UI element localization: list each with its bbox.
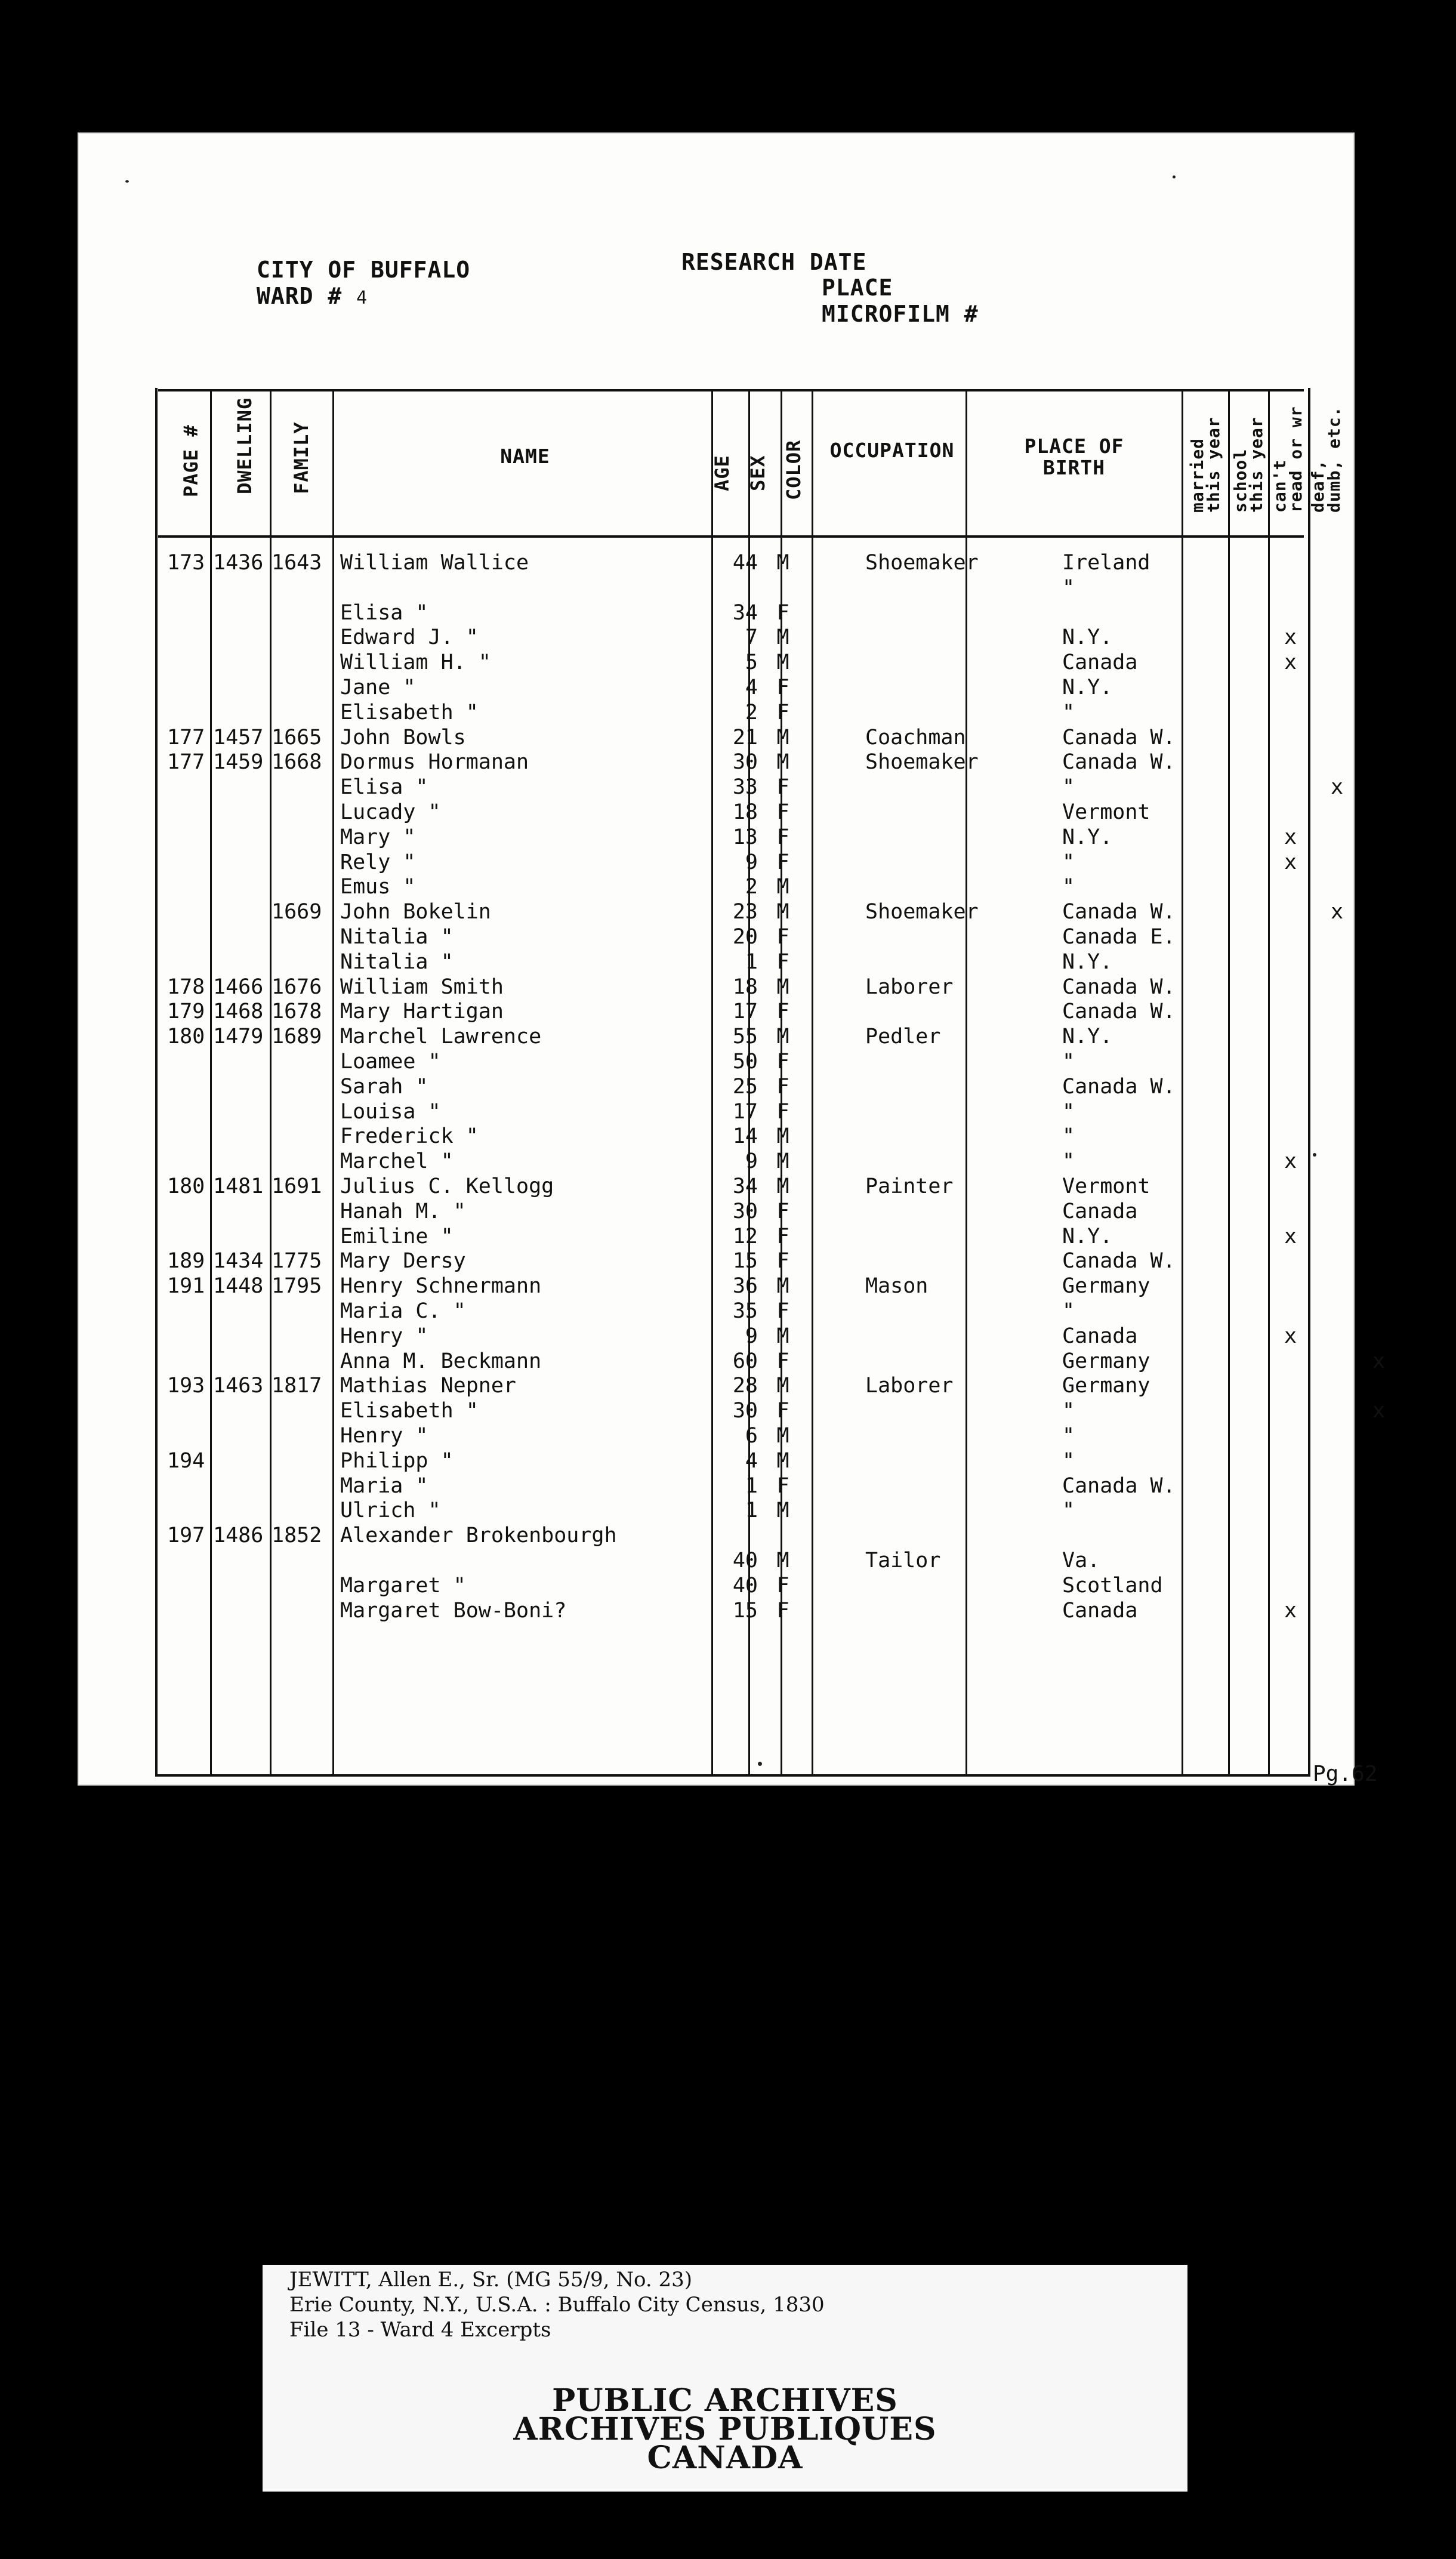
row-age: 21 — [732, 725, 758, 750]
row-sex: F — [776, 1573, 789, 1598]
row-age: 40 — [732, 1549, 758, 1573]
row-age: 23 — [732, 900, 758, 924]
row-occupation: Coachman — [865, 725, 966, 750]
row-name: Dormus Hormanan — [340, 750, 529, 775]
row-sex: F — [776, 800, 789, 824]
row-sex: M — [776, 975, 789, 999]
row-age: 2 — [745, 700, 758, 724]
row-family: 1678 — [272, 1000, 322, 1024]
row-birthplace: N.Y. — [1062, 825, 1113, 849]
row-name: Mary Dersy — [340, 1249, 466, 1274]
row-page: 180 — [167, 1174, 205, 1198]
row-name: Frederick " — [340, 1124, 479, 1149]
married-line-1: married — [1187, 437, 1207, 513]
row-age: 9 — [745, 1149, 758, 1174]
row-name: Henry " — [340, 1324, 428, 1348]
row-birthplace: " — [1062, 1050, 1075, 1074]
row-birthplace: " — [1062, 1448, 1075, 1473]
row-age: 40 — [732, 1573, 758, 1598]
row-name: Elisabeth " — [340, 1399, 479, 1423]
row-sex: M — [776, 750, 789, 775]
row-birthplace: Germany — [1062, 1349, 1150, 1373]
row-sex: M — [776, 900, 789, 924]
row-dwelling: 1466 — [213, 975, 264, 999]
row-age: 9 — [745, 1324, 758, 1348]
col-header-sex: SEX — [746, 455, 769, 491]
row-family: 1643 — [272, 551, 322, 575]
col-header-family: FAMILY — [290, 421, 313, 494]
col-header-page: PAGE # — [180, 424, 202, 497]
row-birthplace: " — [1062, 1299, 1075, 1323]
row-page: 178 — [167, 975, 205, 999]
paper-speck — [125, 180, 129, 183]
row-sex: F — [776, 1074, 789, 1099]
row-age: 1 — [745, 949, 758, 974]
card-line-1: JEWITT, Allen E., Sr. (MG 55/9, No. 23) — [289, 2268, 693, 2292]
row-name: Marchel Lawrence — [340, 1025, 542, 1049]
row-age: 13 — [732, 825, 758, 849]
row-sex: M — [776, 1025, 789, 1049]
row-page: 177 — [167, 750, 205, 775]
row-sex: F — [776, 1399, 789, 1423]
paper-speck — [1313, 1153, 1316, 1157]
row-sex: M — [776, 1499, 789, 1523]
place-block — [822, 275, 979, 327]
stamp-line-2: ARCHIVES PUBLIQUES — [513, 2411, 937, 2447]
col-divider — [1268, 389, 1270, 1777]
row-school-mark: x — [1284, 825, 1297, 849]
row-sex: F — [776, 1050, 789, 1074]
school-line-1: school — [1230, 448, 1250, 513]
row-sex: M — [776, 1324, 789, 1348]
row-sex: F — [776, 1349, 789, 1373]
row-family: 1817 — [272, 1374, 322, 1398]
research-block — [681, 249, 866, 275]
row-name: Mathias Nepner — [340, 1374, 517, 1398]
row-age: 35 — [732, 1299, 758, 1323]
row-name: Margaret Bow-Boni? — [340, 1598, 567, 1623]
deaf-line-2: dumb, etc. — [1324, 406, 1344, 513]
row-name: Mary " — [340, 825, 416, 849]
row-age: 28 — [732, 1374, 758, 1398]
row-birthplace: N.Y. — [1062, 1224, 1113, 1248]
row-age: 18 — [732, 800, 758, 824]
row-dwelling: 1463 — [213, 1374, 264, 1398]
row-family: 1669 — [272, 900, 322, 924]
row-birthplace: Canada — [1062, 650, 1138, 675]
row-name: Elisa " — [340, 600, 428, 625]
row-occupation: Mason — [865, 1274, 928, 1299]
row-sex: F — [776, 1099, 789, 1124]
row-birthplace: N.Y. — [1062, 676, 1113, 699]
row-age: 7 — [745, 625, 758, 650]
row-age: 30 — [732, 750, 758, 775]
col-header-married — [1189, 417, 1221, 513]
birth-line-1: PLACE OF — [1024, 434, 1124, 458]
col-divider — [210, 389, 212, 1777]
row-occupation: Shoemaker — [865, 900, 979, 924]
row-school-mark: x — [1284, 1598, 1297, 1623]
row-birthplace: " — [1062, 875, 1075, 899]
col-divider — [711, 389, 713, 1777]
row-sex: F — [776, 700, 789, 724]
row-age: 33 — [732, 775, 758, 800]
row-occupation: Laborer — [865, 1374, 954, 1398]
row-family: 1852 — [272, 1524, 322, 1548]
card-line-2: Erie County, N.Y., U.S.A. : Buffalo City Census, 1830 — [289, 2293, 825, 2317]
row-page: 173 — [167, 551, 205, 575]
row-birthplace: Canada W. — [1062, 1473, 1176, 1498]
row-name: Rely " — [340, 850, 416, 874]
row-name: William H. " — [340, 650, 491, 675]
row-birthplace: N.Y. — [1062, 1025, 1113, 1049]
city-label — [257, 257, 470, 312]
married-line-2: this year — [1204, 417, 1223, 513]
row-occupation: Laborer — [865, 975, 954, 999]
row-birthplace: Canada E. — [1062, 925, 1176, 949]
row-page: 194 — [167, 1448, 205, 1473]
row-age: 4 — [745, 676, 758, 699]
row-name: Lucady " — [340, 800, 441, 824]
research-date-label: RESEARCH DATE — [681, 249, 867, 275]
card-line-3: File 13 - Ward 4 Excerpts — [289, 2318, 551, 2342]
row-dwelling: 1481 — [213, 1174, 264, 1198]
row-name: Maria C. " — [340, 1299, 466, 1323]
row-sex: M — [776, 725, 789, 750]
col-header-school — [1232, 417, 1264, 513]
row-name: Elisa " — [340, 775, 428, 800]
row-name: Sarah " — [340, 1074, 428, 1099]
row-family: 1689 — [272, 1025, 322, 1049]
row-page: 193 — [167, 1374, 205, 1398]
row-name: Henry Schnermann — [340, 1274, 542, 1299]
row-family: 1668 — [272, 750, 322, 775]
row-occupation: Shoemaker — [865, 750, 979, 775]
row-deaf-mark: x — [1372, 1349, 1386, 1373]
census-sheet — [78, 132, 1386, 1786]
row-sex: M — [776, 1274, 789, 1299]
row-birthplace: " — [1062, 1149, 1075, 1174]
row-birthplace: Canada W. — [1062, 1000, 1176, 1024]
row-name: Nitalia " — [340, 949, 454, 974]
row-dwelling: 1436 — [213, 551, 264, 575]
row-sex: M — [776, 1174, 789, 1198]
row-age: 25 — [732, 1074, 758, 1099]
row-age: 18 — [732, 975, 758, 999]
col-header-deaf — [1308, 406, 1344, 513]
row-age: 60 — [732, 1349, 758, 1373]
row-birthplace: " — [1062, 700, 1075, 724]
row-birthplace: Scotland — [1062, 1573, 1163, 1598]
row-deaf-mark: x — [1372, 1399, 1386, 1423]
read-line-2: read or wr — [1286, 406, 1306, 513]
row-page: 191 — [167, 1274, 205, 1299]
row-birthplace: Canada — [1062, 1598, 1138, 1623]
row-age: 30 — [732, 1199, 758, 1223]
row-birthplace: " — [1062, 1499, 1075, 1523]
row-sex: F — [776, 1249, 789, 1274]
row-sex: F — [776, 1224, 789, 1248]
row-birthplace: Va. — [1062, 1549, 1100, 1573]
row-age: 44 — [732, 551, 758, 575]
row-sex: F — [776, 676, 789, 699]
row-birthplace: Vermont — [1062, 800, 1150, 824]
row-sex: M — [776, 625, 789, 650]
row-occupation: Painter — [865, 1174, 954, 1198]
row-age: 50 — [732, 1050, 758, 1074]
read-line-1: can't — [1270, 459, 1290, 513]
row-birthplace: Canada W. — [1062, 750, 1176, 775]
row-name: Henry " — [340, 1424, 428, 1448]
row-dwelling: 1468 — [213, 1000, 264, 1024]
row-occupation: Shoemaker — [865, 551, 979, 575]
row-birthplace: Canada W. — [1062, 900, 1176, 924]
col-header-dwelling: DWELLING — [233, 397, 256, 494]
row-read-mark: x — [1331, 775, 1344, 800]
row-sex: F — [776, 1000, 789, 1024]
row-school-mark: x — [1284, 1149, 1297, 1174]
deaf-line-1: deaf, — [1308, 459, 1328, 513]
row-age: 6 — [745, 1424, 758, 1448]
row-page: 180 — [167, 1025, 205, 1049]
page-number: Pg.62 — [1313, 1762, 1378, 1786]
row-birthplace: Ireland — [1062, 551, 1150, 575]
row-sex: M — [776, 875, 789, 899]
col-divider — [1182, 389, 1183, 1777]
col-divider — [812, 389, 813, 1777]
row-school-mark: x — [1284, 1224, 1297, 1248]
row-sex: F — [776, 949, 789, 974]
stamp-line-1: PUBLIC ARCHIVES — [552, 2382, 898, 2419]
row-sex: F — [776, 1299, 789, 1323]
row-age: 20 — [732, 925, 758, 949]
row-sex: F — [776, 825, 789, 849]
col-divider — [1228, 389, 1230, 1777]
row-birthplace: " — [1062, 775, 1075, 800]
row-age: 5 — [745, 650, 758, 675]
row-name: Elisabeth " — [340, 700, 479, 724]
col-divider — [270, 389, 272, 1777]
row-age: 34 — [732, 600, 758, 625]
col-header-read — [1270, 406, 1306, 513]
row-name: John Bowls — [340, 725, 466, 750]
row-birthplace: " — [1062, 1424, 1075, 1448]
row-name: William Wallice — [340, 551, 529, 575]
row-birthplace: N.Y. — [1062, 625, 1113, 650]
row-birthplace: Canada W. — [1062, 975, 1176, 999]
row-age: 9 — [745, 850, 758, 874]
row-sex: M — [776, 551, 789, 575]
row-family: 1665 — [272, 725, 322, 750]
row-page: 189 — [167, 1249, 205, 1274]
ward-value: 4 — [356, 288, 368, 309]
row-birthplace: " — [1062, 1399, 1075, 1423]
row-name: Maria " — [340, 1473, 428, 1498]
row-sex: F — [776, 850, 789, 874]
row-age: 1 — [745, 1473, 758, 1498]
paper-speck — [758, 1762, 762, 1766]
stamp-line-3: CANADA — [647, 2440, 803, 2476]
row-dwelling: 1479 — [213, 1025, 264, 1049]
row-school-mark: x — [1284, 625, 1297, 650]
row-family: 1795 — [272, 1274, 322, 1299]
row-school-mark: x — [1284, 1324, 1297, 1348]
row-name: Marchel " — [340, 1149, 454, 1174]
row-page: 177 — [167, 725, 205, 750]
row-dwelling: 1459 — [213, 750, 264, 775]
row-sex: M — [776, 1448, 789, 1473]
row-age: 17 — [732, 1000, 758, 1024]
birth-line-2: BIRTH — [1042, 456, 1106, 479]
row-sex: M — [776, 1374, 789, 1398]
row-birthplace: Germany — [1062, 1374, 1150, 1398]
row-read-mark: x — [1331, 900, 1344, 924]
row-sex: M — [776, 650, 789, 675]
city-text: CITY OF BUFFALO — [257, 257, 471, 283]
row-family: 1691 — [272, 1174, 322, 1198]
row-dwelling: 1434 — [213, 1249, 264, 1274]
row-age: 1 — [745, 1499, 758, 1523]
row-dwelling: 1448 — [213, 1274, 264, 1299]
row-name: Jane " — [340, 676, 416, 699]
microfilm-label: MICROFILM # — [822, 301, 979, 327]
row-birthplace: Canada W. — [1062, 725, 1176, 750]
row-page: 197 — [167, 1524, 205, 1548]
ward-label: WARD # — [257, 283, 343, 309]
school-line-2: this year — [1247, 417, 1266, 513]
row-age: 15 — [732, 1598, 758, 1623]
row-age: 12 — [732, 1224, 758, 1248]
row-age: 30 — [732, 1399, 758, 1423]
row-sex: M — [776, 1424, 789, 1448]
paper-speck — [1173, 175, 1176, 178]
row-school-mark: x — [1284, 650, 1297, 675]
row-age: 4 — [745, 1448, 758, 1473]
row-name: Edward J. " — [340, 625, 479, 650]
row-birthplace: " — [1062, 1099, 1075, 1124]
row-dwelling: 1457 — [213, 725, 264, 750]
col-divider — [332, 389, 334, 1777]
row-school-mark: x — [1284, 850, 1297, 874]
row-name: Philipp " — [340, 1448, 454, 1473]
row-birthplace: " — [1062, 1124, 1075, 1149]
row-dwelling: 1486 — [213, 1524, 264, 1548]
row-birthplace: Canada — [1062, 1324, 1138, 1348]
row-age: 15 — [732, 1249, 758, 1274]
row-occupation: Tailor — [865, 1549, 941, 1573]
row-birthplace: Canada W. — [1062, 1074, 1176, 1099]
row-age: 36 — [732, 1274, 758, 1299]
row-name: Margaret " — [340, 1573, 466, 1598]
row-name: Louisa " — [340, 1099, 441, 1124]
row-name: Alexander Brokenbourgh — [340, 1524, 617, 1548]
row-age: 55 — [732, 1025, 758, 1049]
row-name: Nitalia " — [340, 925, 454, 949]
row-name: Emiline " — [340, 1224, 454, 1248]
row-sex: M — [776, 1124, 789, 1149]
row-birthplace: N.Y. — [1062, 949, 1113, 974]
row-family: 1676 — [272, 975, 322, 999]
row-sex: F — [776, 1199, 789, 1223]
row-age: 2 — [745, 875, 758, 899]
archive-label-card — [263, 2265, 1187, 2492]
place-label: PLACE — [822, 275, 893, 301]
row-name: Emus " — [340, 875, 416, 899]
row-name: Julius C. Kellogg — [340, 1174, 554, 1198]
col-header-occupation: OCCUPATION — [829, 439, 955, 462]
row-occupation: Pedler — [865, 1025, 941, 1049]
row-sex: F — [776, 775, 789, 800]
col-header-age: AGE — [711, 455, 733, 491]
row-age: 17 — [732, 1099, 758, 1124]
row-sex: M — [776, 1149, 789, 1174]
row-name: Anna M. Beckmann — [340, 1349, 542, 1373]
col-divider — [965, 389, 967, 1777]
row-birthplace: Canada W. — [1062, 1249, 1176, 1274]
row-name: Hanah M. " — [340, 1199, 466, 1223]
row-sex: F — [776, 925, 789, 949]
row-sex: F — [776, 1598, 789, 1623]
row-page: 179 — [167, 1000, 205, 1024]
row-family: 1775 — [272, 1249, 322, 1274]
row-age: 34 — [732, 1174, 758, 1198]
row-birthplace: " — [1062, 850, 1075, 874]
row-age: 14 — [732, 1124, 758, 1149]
row-sex: F — [776, 600, 789, 625]
row-name: William Smith — [340, 975, 504, 999]
row-birthplace: Canada — [1062, 1199, 1138, 1223]
row-birthplace: " — [1062, 575, 1075, 600]
row-name: Ulrich " — [340, 1499, 441, 1523]
col-header-color: COLOR — [782, 439, 805, 500]
row-birthplace: Germany — [1062, 1274, 1150, 1299]
row-name: Loamee " — [340, 1050, 441, 1074]
row-name: Mary Hartigan — [340, 1000, 504, 1024]
row-name: John Bokelin — [340, 900, 491, 924]
col-header-birth — [973, 436, 1176, 479]
col-header-name: NAME — [500, 445, 550, 468]
row-birthplace: Vermont — [1062, 1174, 1150, 1198]
row-sex: M — [776, 1549, 789, 1573]
row-sex: F — [776, 1473, 789, 1498]
